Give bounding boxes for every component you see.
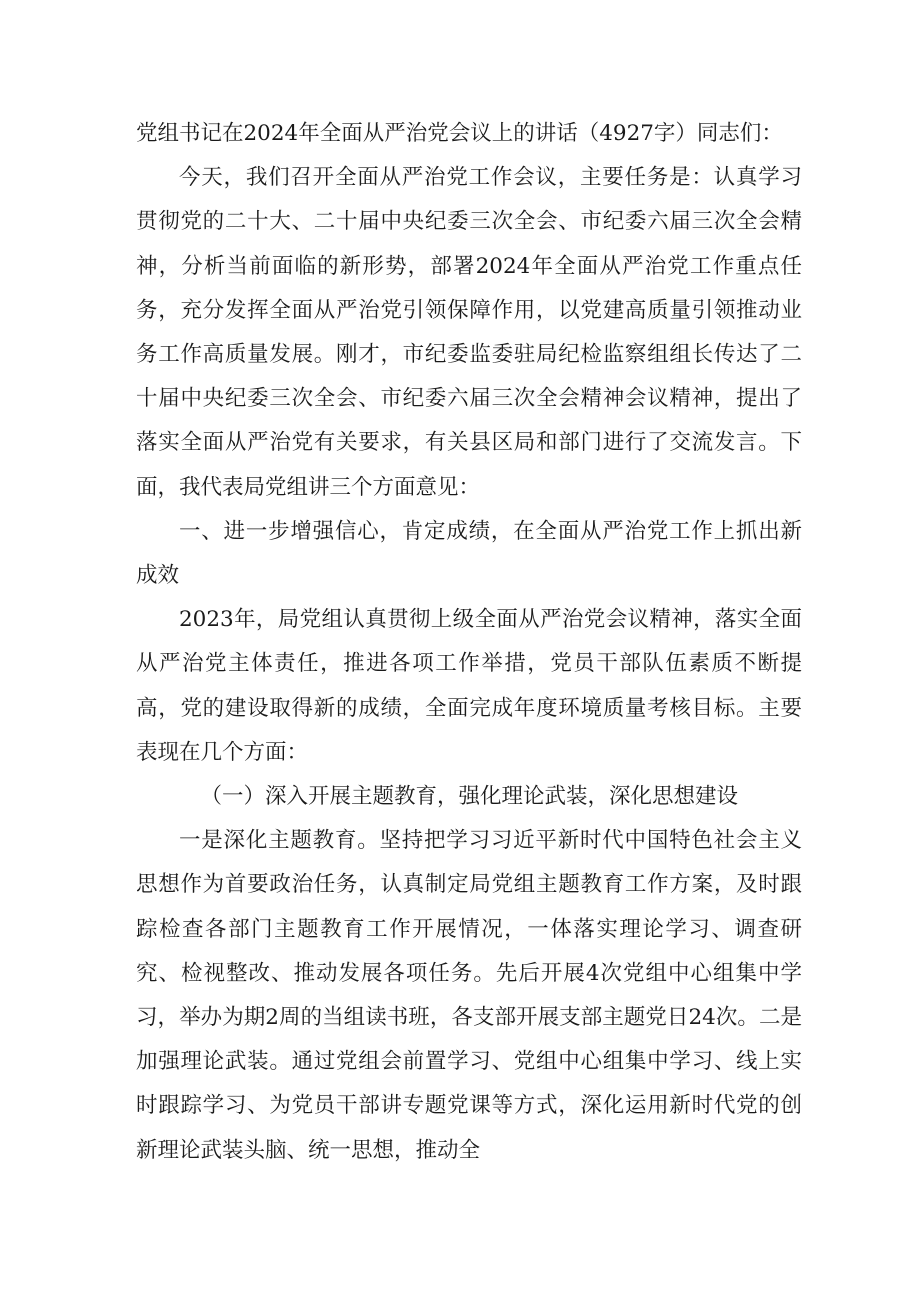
summary-paragraph-2023: 2023年，局党组认真贯彻上级全面从严治党会议精神，落实全面从严治党主体责任，推进各项工作举措，党员干部队伍素质不断提高，党的建设取得新的成绩，全面完成年度环境质量考核目标。主要表现在几个方面： [136,607,802,765]
section-heading-1: 一、进一步增强信心，肯定成绩，在全面从严治党工作上抓出新成效 [136,518,802,589]
opening-paragraph: 今天，我们召开全面从严治党工作会议，主要任务是：认真学习贯彻党的二十大、二十届中央纪委三次全会、市纪委六届三次全会精神，分析当前面临的新形势，部署2024年全面从严治党工作重点任务，充分发挥全面从严治党引领保障作用，以党建高质量引领推动业务工作高质量发展。刚才，市纪委监委驻局纪检监察组组长传达了二十届中央纪委三次全会、市纪委六届三次全会精神会议精神，提出了落实全面从严治党有关要求，有关县区局和部门进行了交流发言。下面，我代表局党组讲三个方面意见： [136,165,802,500]
document-title-line: 党组书记在2024年全面从严治党会议上的讲话（4927字）同志们： [136,121,783,146]
theme-education-paragraph: 一是深化主题教育。坚持把学习习近平新时代中国特色社会主义思想作为首要政治任务，认真制定局党组主题教育工作方案，及时跟踪检查各部门主题教育工作开展情况，一体落实理论学习、调查研究、检视整改、推动发展各项任务。先后开展4次党组中心组集中学习，举办为期2周的当组读书班，各支部开展支部主题党日24次。二是加强理论武装。通过党组会前置学习、党组中心组集中学习、线上实时跟踪学习、为党员干部讲专题党课等方式，深化运用新时代党的创新理论武装头脑、统一思想，推动全 [136,828,802,1163]
sub-heading-1: （一）深入开展主题教育，强化理论武装，深化思想建设 [200,784,739,810]
document-body [136,112,802,1173]
